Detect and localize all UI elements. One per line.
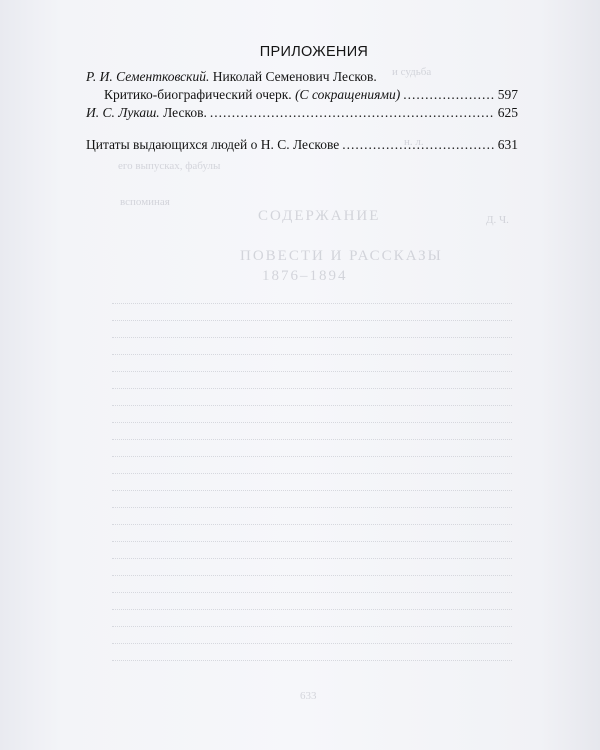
entry-title: Цитаты выдающихся людей о Н. С. Лескове xyxy=(86,137,340,152)
book-page: СОДЕРЖАНИЕ ПОВЕСТИ И РАССКАЗЫ 1876–1894 и судьба н. л. его выпусках, фабулы вспоминая Д. Ч. 633 ПРИЛОЖЕНИЯ Р. И. Сементковский. Николай Семенович Лесков. Критико-биографический очерк. (С сокращениями) ..... 597 И. С. Лукаш. Лесков. ..... 625 Цитаты выдающихся людей о Н. С. Лескове ..... 631 xyxy=(0,0,600,750)
page-number: 625 xyxy=(497,105,518,120)
entry-title: Лесков. xyxy=(163,105,207,120)
toc-entry-line xyxy=(86,68,518,86)
entry-title-continued: Критико-биографический очерк. xyxy=(104,87,292,102)
page-number: 597 xyxy=(497,87,518,102)
toc-entry xyxy=(86,86,518,104)
dot-leader xyxy=(403,86,494,104)
dot-leader xyxy=(210,104,495,122)
entry-author: Р. И. Сементковский. xyxy=(86,69,210,84)
dot-leader xyxy=(342,136,495,154)
entry-title: Николай Семенович Лесков. xyxy=(212,69,377,84)
toc-entry xyxy=(86,104,518,122)
page-number: 631 xyxy=(497,137,518,152)
entry-note: (С сокращениями) xyxy=(295,87,401,102)
section-title: ПРИЛОЖЕНИЯ xyxy=(259,44,369,60)
entry-author: И. С. Лукаш. xyxy=(86,105,160,120)
toc-entry xyxy=(86,136,518,154)
appendix-toc xyxy=(86,44,518,154)
